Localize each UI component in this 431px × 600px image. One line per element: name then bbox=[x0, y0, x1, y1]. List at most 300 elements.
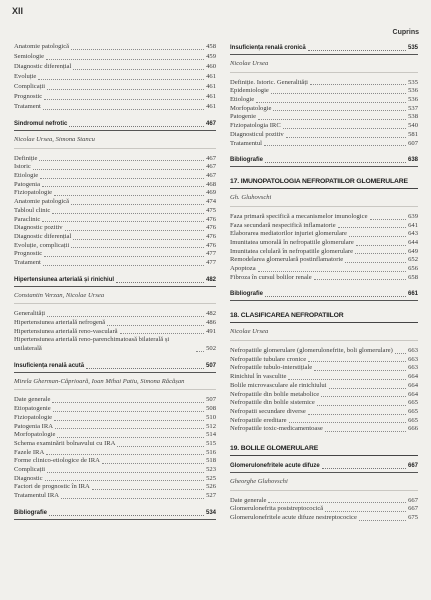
toc-entry-text: Diagnostic diferențial bbox=[14, 63, 72, 70]
dotted-leader bbox=[308, 50, 406, 51]
toc-entry bbox=[14, 328, 216, 337]
dotted-leader bbox=[39, 160, 204, 161]
toc-entry bbox=[14, 466, 216, 475]
toc-entry-page: 525 bbox=[206, 474, 216, 482]
dotted-leader bbox=[196, 351, 204, 352]
running-head: Cuprins bbox=[392, 29, 419, 36]
toc-entry-text: Complicații bbox=[14, 83, 46, 90]
toc-entry-text: Date generale bbox=[230, 496, 267, 504]
chapter-title: 17. IMUNOPATOLOGIA NEFROPATIILOR GLOMERULARE bbox=[230, 176, 418, 189]
toc-section bbox=[14, 120, 216, 268]
dotted-leader bbox=[283, 128, 406, 129]
section-authors: Gh. Gluhovschi bbox=[230, 194, 418, 207]
toc-entry-page: 675 bbox=[408, 514, 418, 522]
dotted-leader bbox=[71, 247, 204, 248]
toc-entry-page: 476 bbox=[206, 241, 216, 249]
dotted-leader bbox=[258, 271, 406, 272]
toc-section bbox=[230, 290, 418, 301]
toc-entry bbox=[230, 417, 418, 426]
toc-section bbox=[230, 310, 418, 434]
dotted-leader bbox=[325, 511, 406, 512]
dotted-leader bbox=[359, 520, 406, 521]
toc-entry bbox=[14, 216, 216, 225]
toc-entry-page: 461 bbox=[206, 73, 216, 80]
toc-entry-page: 474 bbox=[206, 198, 216, 206]
section-heading-text: Glomerulonefritele acute difuze bbox=[230, 463, 320, 470]
dotted-leader bbox=[38, 79, 204, 80]
toc-entry-text: Diagnostic diferențial bbox=[14, 232, 72, 240]
toc-entry-page: 502 bbox=[206, 345, 216, 353]
section-heading bbox=[14, 509, 216, 520]
dotted-leader bbox=[308, 414, 406, 415]
toc-entry-page: 667 bbox=[408, 496, 418, 504]
toc-entry-text: Evoluție bbox=[14, 73, 37, 80]
dotted-leader bbox=[46, 454, 204, 455]
toc-entry-page: 508 bbox=[206, 405, 216, 413]
toc-entry bbox=[230, 265, 418, 274]
toc-entry-page: 507 bbox=[206, 396, 216, 404]
dotted-leader bbox=[52, 213, 204, 214]
toc-entry bbox=[14, 233, 216, 242]
toc-entry bbox=[14, 336, 216, 353]
section-authors: Mirela Gherman-Căprioară, Ioan Mihai Patiu, Simona Răcășan bbox=[14, 378, 216, 391]
toc-entry bbox=[230, 364, 418, 373]
toc-entry-page: 477 bbox=[206, 250, 216, 258]
toc-entry-page: 475 bbox=[206, 206, 216, 214]
section-heading bbox=[230, 290, 418, 301]
toc-entry bbox=[230, 122, 418, 131]
toc-entry bbox=[230, 347, 418, 356]
dotted-leader bbox=[349, 236, 406, 237]
toc-entry-text: Tratamentul bbox=[230, 139, 262, 147]
toc-section bbox=[14, 276, 216, 354]
dotted-leader bbox=[308, 361, 406, 362]
toc-entry-page: 665 bbox=[408, 399, 418, 407]
toc-entry-page: 536 bbox=[408, 87, 418, 95]
toc-entry-text: Faza primară specifică a mecanismelor imunologice bbox=[230, 212, 368, 220]
toc-section bbox=[14, 42, 216, 112]
toc-entry-page: 664 bbox=[408, 373, 418, 381]
toc-entry-page: 664 bbox=[408, 390, 418, 398]
toc-entry bbox=[14, 242, 216, 251]
section-authors: Gheorghe Gluhovschi bbox=[230, 478, 418, 491]
toc-entry-page: 664 bbox=[408, 381, 418, 389]
section-heading bbox=[14, 120, 216, 131]
dotted-leader bbox=[321, 396, 406, 397]
dotted-leader bbox=[107, 325, 204, 326]
toc-entry-page: 486 bbox=[206, 319, 216, 327]
toc-entry-page: 515 bbox=[206, 439, 216, 447]
dotted-leader bbox=[92, 489, 204, 490]
section-heading-text: Hipertensiunea arterială și rinichiul bbox=[14, 276, 115, 283]
toc-entry bbox=[230, 96, 418, 105]
dotted-leader bbox=[317, 405, 406, 406]
toc-entry-page: 516 bbox=[206, 448, 216, 456]
section-heading-page: 661 bbox=[407, 291, 418, 298]
section-authors: Nicolae Ursea, Simona Stancu bbox=[14, 136, 216, 149]
toc-entry bbox=[230, 222, 418, 231]
toc-entry-page: 538 bbox=[408, 113, 418, 121]
toc-entry bbox=[14, 198, 216, 207]
toc-entry-text: Hipertensiunea arterială reno-vasculară bbox=[14, 327, 118, 335]
toc-entry-page: 523 bbox=[206, 466, 216, 474]
toc-entry-text: Anatomie patologică bbox=[14, 198, 70, 206]
toc-entry-text: Apoptoza bbox=[230, 265, 256, 273]
dotted-leader bbox=[65, 230, 205, 231]
toc-section bbox=[230, 156, 418, 167]
toc-entry-text: Patogenia IRA bbox=[14, 422, 54, 430]
toc-entry-text: Istoric bbox=[14, 163, 31, 171]
toc-entry-text: Elaborarea mediatorilor injuriei glomerulare bbox=[230, 230, 347, 238]
dotted-leader bbox=[314, 370, 406, 371]
dotted-leader bbox=[268, 502, 406, 503]
dotted-leader bbox=[322, 468, 406, 469]
dotted-leader bbox=[264, 145, 406, 146]
toc-entry-text: Evoluție, complicații bbox=[14, 241, 70, 249]
toc-entry-text: Imunitatea celulară în nefropatiile glomerulare bbox=[230, 247, 354, 255]
toc-entry-page: 467 bbox=[206, 172, 216, 179]
section-heading-text: Insuficiența renală cronică bbox=[230, 45, 306, 51]
dotted-leader bbox=[345, 262, 406, 263]
toc-entry bbox=[14, 224, 216, 233]
toc-entry-text: Nefropatii secundare diverse bbox=[230, 407, 306, 415]
toc-entry bbox=[230, 497, 418, 506]
toc-entry-text: Prognostic bbox=[14, 93, 43, 100]
section-heading-page: 535 bbox=[407, 45, 418, 51]
toc-section bbox=[230, 176, 418, 282]
dotted-leader bbox=[69, 126, 204, 127]
toc-entry-text: Patogenie bbox=[230, 113, 257, 121]
toc-entry bbox=[14, 396, 216, 405]
toc-entry bbox=[230, 131, 418, 140]
toc-entry bbox=[230, 274, 418, 283]
toc-entry-page: 656 bbox=[408, 265, 418, 273]
toc-entry-page: 667 bbox=[408, 505, 418, 513]
dotted-leader bbox=[355, 253, 406, 254]
toc-entry bbox=[14, 405, 216, 414]
dotted-leader bbox=[289, 422, 407, 423]
toc-entry-page: 540 bbox=[408, 122, 418, 130]
toc-entry-page: 491 bbox=[206, 327, 216, 335]
dotted-leader bbox=[86, 368, 204, 369]
toc-entry bbox=[14, 72, 216, 82]
section-heading-page: 507 bbox=[205, 362, 216, 369]
toc-entry-text: Fazele IRA bbox=[14, 448, 45, 456]
dotted-leader bbox=[40, 178, 204, 179]
dotted-leader bbox=[54, 420, 204, 421]
toc-section bbox=[14, 509, 216, 520]
toc-entry bbox=[14, 181, 216, 190]
toc-entry bbox=[14, 82, 216, 92]
section-heading-page: 467 bbox=[205, 121, 216, 127]
toc-entry-page: 476 bbox=[206, 232, 216, 240]
dotted-leader bbox=[102, 463, 204, 464]
toc-entry-text: Diagnostic bbox=[14, 474, 43, 482]
toc-entry-text: Glomerulonefritele acute difuze nestreptococice bbox=[230, 514, 357, 522]
toc-right-column bbox=[230, 38, 418, 531]
toc-entry bbox=[14, 189, 216, 198]
dotted-leader bbox=[314, 279, 406, 280]
section-heading-text: Sindromul nefrotic bbox=[14, 121, 68, 127]
toc-entry-text: Etiopatogenie bbox=[14, 405, 51, 413]
chapter-title: 18. CLASIFICAREA NEFROPATIILOR bbox=[230, 310, 418, 323]
toc-entry bbox=[14, 259, 216, 268]
section-heading bbox=[14, 362, 216, 373]
dotted-leader bbox=[61, 498, 204, 499]
toc-entry bbox=[14, 250, 216, 259]
section-heading-page: 534 bbox=[205, 509, 216, 516]
dotted-leader bbox=[329, 388, 407, 389]
toc-entry bbox=[230, 391, 418, 400]
toc-entry bbox=[230, 140, 418, 149]
toc-entry-page: 649 bbox=[408, 247, 418, 255]
toc-entry-text: Fiziopatologia IRC bbox=[230, 122, 281, 130]
toc-entry bbox=[14, 449, 216, 458]
toc-entry-text: Nefropatiile ereditare bbox=[230, 416, 287, 424]
toc-entry-text: Nefropatiile tubulo-interstițiale bbox=[230, 364, 313, 372]
toc-entry-page: 460 bbox=[206, 63, 216, 70]
toc-entry-text: Nefropatiile din bolile metabolice bbox=[230, 390, 320, 398]
toc-entry-page: 461 bbox=[206, 83, 216, 90]
toc-entry-text: Glomerulonefrita poststreptococică bbox=[230, 505, 324, 513]
toc-entry-page: 536 bbox=[408, 96, 418, 103]
toc-entry-text: Fiziopatologie bbox=[14, 189, 53, 197]
toc-entry bbox=[14, 102, 216, 112]
section-heading-page: 638 bbox=[407, 157, 418, 164]
toc-entry bbox=[230, 373, 418, 382]
dotted-leader bbox=[47, 472, 204, 473]
toc-section bbox=[230, 443, 418, 523]
dotted-leader bbox=[73, 69, 204, 70]
dotted-leader bbox=[273, 110, 406, 111]
toc-entry bbox=[230, 113, 418, 122]
toc-entry-page: 461 bbox=[206, 103, 216, 110]
section-heading bbox=[230, 156, 418, 167]
toc-entry bbox=[14, 475, 216, 484]
section-heading-page: 482 bbox=[205, 276, 216, 283]
toc-entry-text: Anatomie patologică bbox=[14, 43, 70, 50]
toc-entry bbox=[230, 239, 418, 248]
toc-entry-text: Tratament bbox=[14, 103, 41, 110]
dotted-leader bbox=[57, 437, 204, 438]
section-authors: Constantin Verzan, Nicolae Ursea bbox=[14, 292, 216, 305]
toc-entry-page: 469 bbox=[206, 189, 216, 197]
dotted-leader bbox=[43, 109, 204, 110]
toc-entry bbox=[230, 79, 418, 88]
toc-entry-text: Imunitatea umorală în nefropatiile glomerulare bbox=[230, 238, 354, 246]
dotted-leader bbox=[325, 431, 406, 432]
toc-entry-text: Patogenia bbox=[14, 180, 41, 188]
toc-entry-text: Generalități bbox=[14, 310, 46, 318]
toc-entry-page: 665 bbox=[408, 416, 418, 424]
toc-entry-text: Etiologie bbox=[14, 172, 39, 179]
dotted-leader bbox=[49, 515, 204, 516]
toc-entry bbox=[14, 155, 216, 164]
toc-entry-text: Epidemiologie bbox=[230, 87, 269, 95]
toc-entry-text: Etiologie bbox=[230, 96, 255, 103]
section-heading-page: 667 bbox=[407, 463, 418, 470]
toc-entry-page: 514 bbox=[206, 431, 216, 439]
section-authors: Nicolae Ursea bbox=[230, 328, 418, 341]
dotted-leader bbox=[265, 296, 406, 297]
toc-entry-text: Nefropatiile tubulare cronice bbox=[230, 355, 307, 363]
toc-entry bbox=[230, 213, 418, 222]
dotted-leader bbox=[47, 89, 204, 90]
toc-entry bbox=[230, 256, 418, 265]
toc-entry bbox=[14, 423, 216, 432]
dotted-leader bbox=[117, 446, 204, 447]
toc-entry bbox=[230, 382, 418, 391]
toc-entry-text: Bolile microvasculare ale rinichiului bbox=[230, 381, 327, 389]
dotted-leader bbox=[73, 239, 204, 240]
toc-entry-text: Tabloul clinic bbox=[14, 206, 51, 214]
toc-entry-text: Hipertensiunea arterială nefrogenă bbox=[14, 319, 106, 327]
dotted-leader bbox=[258, 119, 406, 120]
section-heading-text: Bibliografie bbox=[14, 509, 48, 516]
dotted-leader bbox=[44, 256, 204, 257]
toc-entry-page: 518 bbox=[206, 457, 216, 465]
toc-entry bbox=[230, 505, 418, 514]
section-heading bbox=[230, 44, 418, 55]
toc-entry bbox=[230, 399, 418, 408]
toc-entry-page: 476 bbox=[206, 215, 216, 223]
toc-entry-text: Remodelarea glomerulară postinflamatorie bbox=[230, 256, 344, 264]
toc-entry-text: Complicații bbox=[14, 466, 46, 474]
dotted-leader bbox=[338, 227, 406, 228]
toc-entry-page: 641 bbox=[408, 221, 418, 229]
toc-entry-page: 512 bbox=[206, 422, 216, 430]
toc-entry-page: 644 bbox=[408, 238, 418, 246]
toc-entry bbox=[14, 163, 216, 172]
toc-entry-text: Nefropatiile din bolile sistemice bbox=[230, 399, 315, 407]
toc-entry-text: Prognostic bbox=[14, 250, 43, 258]
toc-entry-text: Date generale bbox=[14, 396, 51, 404]
dotted-leader bbox=[116, 282, 204, 283]
toc-section bbox=[230, 44, 418, 148]
toc-entry-page: 666 bbox=[408, 425, 418, 433]
toc-entry-text: Tratament bbox=[14, 259, 41, 267]
toc-entry-text: Hipertensiunea arterială reno-parenchimatoasă bilaterală și unilaterală bbox=[14, 336, 170, 353]
toc-entry-text: Semiologie bbox=[14, 53, 45, 60]
dotted-leader bbox=[54, 195, 204, 196]
dotted-leader bbox=[44, 99, 204, 100]
toc-entry bbox=[14, 207, 216, 216]
section-authors: Nicolae Ursea bbox=[230, 60, 418, 73]
toc-entry-page: 607 bbox=[408, 139, 418, 147]
toc-entry-text: Fibroza în cursul bolilor renale bbox=[230, 273, 312, 281]
toc-section bbox=[14, 362, 216, 501]
toc-entry-page: 663 bbox=[408, 355, 418, 363]
toc-entry bbox=[14, 92, 216, 102]
toc-entry-page: 477 bbox=[206, 259, 216, 267]
toc-entry bbox=[14, 483, 216, 492]
toc-entry-page: 537 bbox=[408, 104, 418, 112]
section-heading-text: Insuficiența renală acută bbox=[14, 362, 85, 369]
toc-entry-text: Morfopatologie bbox=[230, 104, 272, 112]
toc-entry bbox=[14, 319, 216, 328]
toc-entry bbox=[230, 425, 418, 434]
dotted-leader bbox=[46, 59, 204, 60]
toc-entry bbox=[14, 310, 216, 319]
section-heading-text: Bibliografie bbox=[230, 291, 264, 298]
section-heading-text: Bibliografie bbox=[230, 157, 264, 164]
toc-entry-page: 658 bbox=[408, 273, 418, 281]
toc-entry bbox=[230, 356, 418, 365]
dotted-leader bbox=[120, 333, 204, 334]
dotted-leader bbox=[53, 411, 204, 412]
toc-entry-page: 510 bbox=[206, 413, 216, 421]
toc-entry bbox=[230, 248, 418, 257]
toc-entry bbox=[14, 414, 216, 423]
toc-entry-text: Nefropatiile glomerulare (glomerulonefrite, boli glomerulare) bbox=[230, 347, 393, 355]
toc-entry bbox=[230, 105, 418, 114]
toc-entry bbox=[230, 87, 418, 96]
toc-entry-page: 663 bbox=[408, 347, 418, 355]
dotted-leader bbox=[286, 137, 406, 138]
toc-entry bbox=[230, 514, 418, 523]
dotted-leader bbox=[395, 353, 406, 354]
toc-entry-text: Definiție. Istoric. Generalități bbox=[230, 78, 308, 86]
toc-entry-page: 468 bbox=[206, 180, 216, 188]
dotted-leader bbox=[356, 245, 406, 246]
toc-entry-text: Schema examinării bolnavului cu IRA bbox=[14, 439, 116, 447]
section-heading bbox=[230, 462, 418, 473]
toc-left-column bbox=[14, 42, 216, 528]
chapter-title: 19. BOLILE GLOMERULARE bbox=[230, 443, 418, 456]
dotted-leader bbox=[256, 102, 406, 103]
toc-entry-page: 639 bbox=[408, 212, 418, 220]
dotted-leader bbox=[271, 93, 406, 94]
toc-entry-text: Faza secundară nespecifică inflamatorie bbox=[230, 221, 336, 229]
toc-entry bbox=[230, 408, 418, 417]
dotted-leader bbox=[47, 316, 204, 317]
dotted-leader bbox=[265, 162, 406, 163]
toc-entry-page: 458 bbox=[206, 43, 216, 50]
dotted-leader bbox=[288, 379, 406, 380]
toc-entry-page: 643 bbox=[408, 230, 418, 238]
dotted-leader bbox=[71, 204, 204, 205]
toc-entry bbox=[14, 42, 216, 52]
toc-entry-page: 663 bbox=[408, 364, 418, 372]
toc-entry-page: 461 bbox=[206, 93, 216, 100]
toc-entry-text: Rinichiul în vasculite bbox=[230, 373, 287, 381]
toc-entry-page: 535 bbox=[408, 78, 418, 86]
toc-entry-page: 652 bbox=[408, 256, 418, 264]
dotted-leader bbox=[310, 84, 406, 85]
dotted-leader bbox=[370, 219, 407, 220]
dotted-leader bbox=[52, 402, 204, 403]
dotted-leader bbox=[45, 480, 205, 481]
toc-entry-text: Fiziopatologie bbox=[14, 413, 53, 421]
dotted-leader bbox=[33, 169, 204, 170]
page-number: XII bbox=[12, 6, 24, 16]
toc-entry-text: Morfopatologie bbox=[14, 431, 56, 439]
toc-entry bbox=[14, 431, 216, 440]
toc-entry-page: 581 bbox=[408, 130, 418, 138]
toc-entry-text: Nefropatiile toxic-medicamentoase bbox=[230, 425, 323, 433]
dotted-leader bbox=[43, 265, 204, 266]
toc-entry-page: 467 bbox=[206, 154, 216, 162]
toc-entry-text: Factori de prognostic în IRA bbox=[14, 483, 90, 491]
section-heading bbox=[14, 276, 216, 287]
toc-entry-text: Diagnostic pozitiv bbox=[14, 224, 63, 232]
toc-entry bbox=[14, 492, 216, 501]
toc-entry-page: 665 bbox=[408, 407, 418, 415]
toc-entry bbox=[14, 62, 216, 72]
dotted-leader bbox=[42, 186, 204, 187]
toc-entry-page: 482 bbox=[206, 310, 216, 318]
toc-entry-text: Forme clinico-etiologice de IRA bbox=[14, 457, 100, 465]
